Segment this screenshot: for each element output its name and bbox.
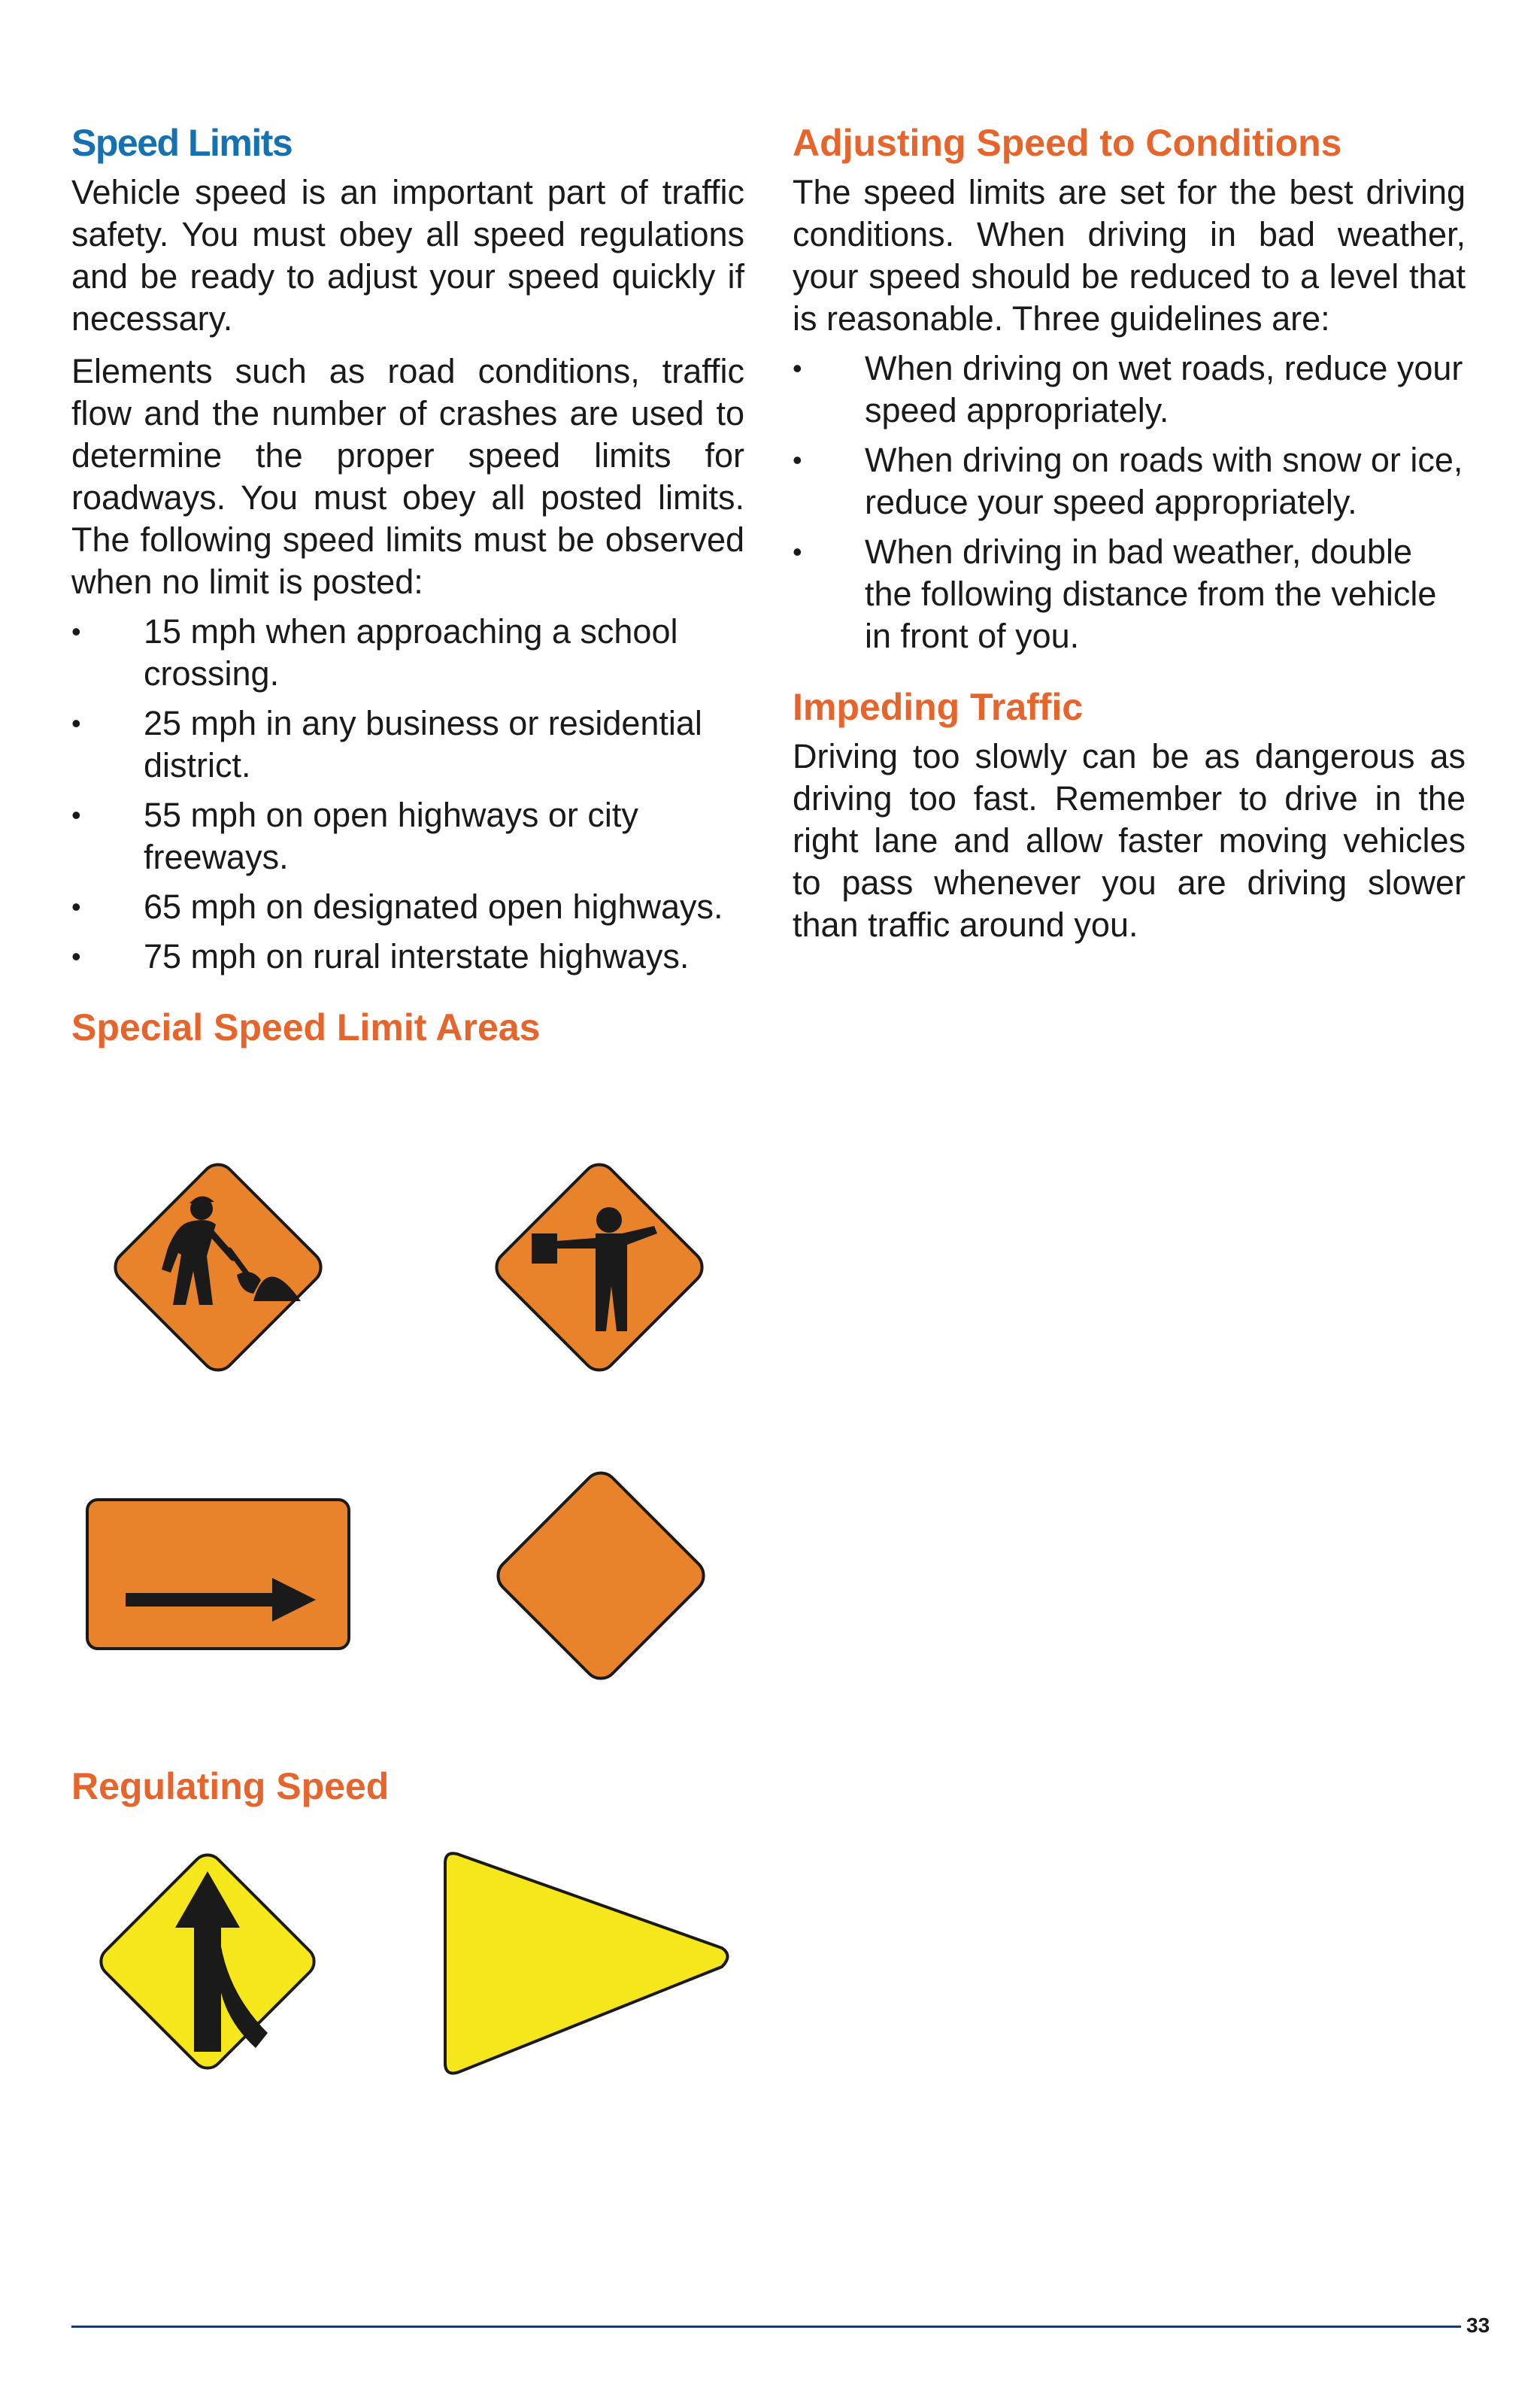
worker-sign-icon [86, 1136, 350, 1399]
left-column [71, 120, 744, 1050]
speed-limits-para-1: Vehicle speed is an important part of traffic safety. You must obey all speed regulations and be ready to adjust your speed quickly if necessary. [71, 173, 744, 338]
merge-sign-icon [72, 1826, 343, 2097]
list-item: • When driving on wet roads, reduce your speed appropriately. [793, 349, 1463, 429]
speed-limits-heading: Speed Limits [71, 122, 293, 164]
page-number: 33 [1466, 2314, 1490, 2337]
list-item: • 25 mph in any business or residential district. [71, 704, 702, 784]
speed-limit-list [71, 611, 744, 978]
arrow-panel-sign-icon [84, 1497, 352, 1652]
list-item: • When driving on roads with snow or ice, reduce your speed appropriately. [793, 441, 1463, 521]
adjusting-speed-para: The speed limits are set for the best driving conditions. When driving in bad weather, your speed should be reduced to a level that is reasonable. Three guidelines are: [793, 173, 1466, 338]
blank-orange-diamond-sign-icon [469, 1444, 732, 1707]
impeding-traffic-heading: Impeding Traffic [793, 686, 1084, 728]
impeding-traffic-para: Driving too slowly can be as dangerous as driving too fast. Remember to drive in the right lane and allow faster moving vehicles to pass whenever you are driving slower than traffic around you. [793, 737, 1466, 944]
list-item: • 65 mph on designated open highways. [71, 887, 723, 926]
guidelines-list [793, 347, 1466, 657]
list-item: • 15 mph when approaching a school crossing. [71, 612, 678, 693]
speed-limits-para-2: Elements such as road conditions, traffic flow and the number of crashes are used to determine the proper speed limits for roadways. You must obey all posted limits. The following speed limits must be observed when no limit is posted: [71, 352, 744, 601]
footer-rule [71, 2326, 1461, 2328]
adjusting-speed-heading: Adjusting Speed to Conditions [793, 122, 1342, 164]
flagger-sign-icon [468, 1136, 731, 1399]
list-item: • 75 mph on rural interstate highways. [71, 937, 690, 975]
list-item: • When driving in bad weather, double the following distance from the vehicle in front of you. [793, 532, 1437, 655]
special-speed-limit-areas-heading: Special Speed Limit Areas [71, 1006, 541, 1048]
right-column [793, 120, 1466, 946]
list-item: • 55 mph on open highways or city freeways. [71, 796, 638, 876]
no-passing-pennant-sign-icon [436, 1846, 737, 2080]
regulating-speed-heading: Regulating Speed [71, 1765, 390, 1807]
